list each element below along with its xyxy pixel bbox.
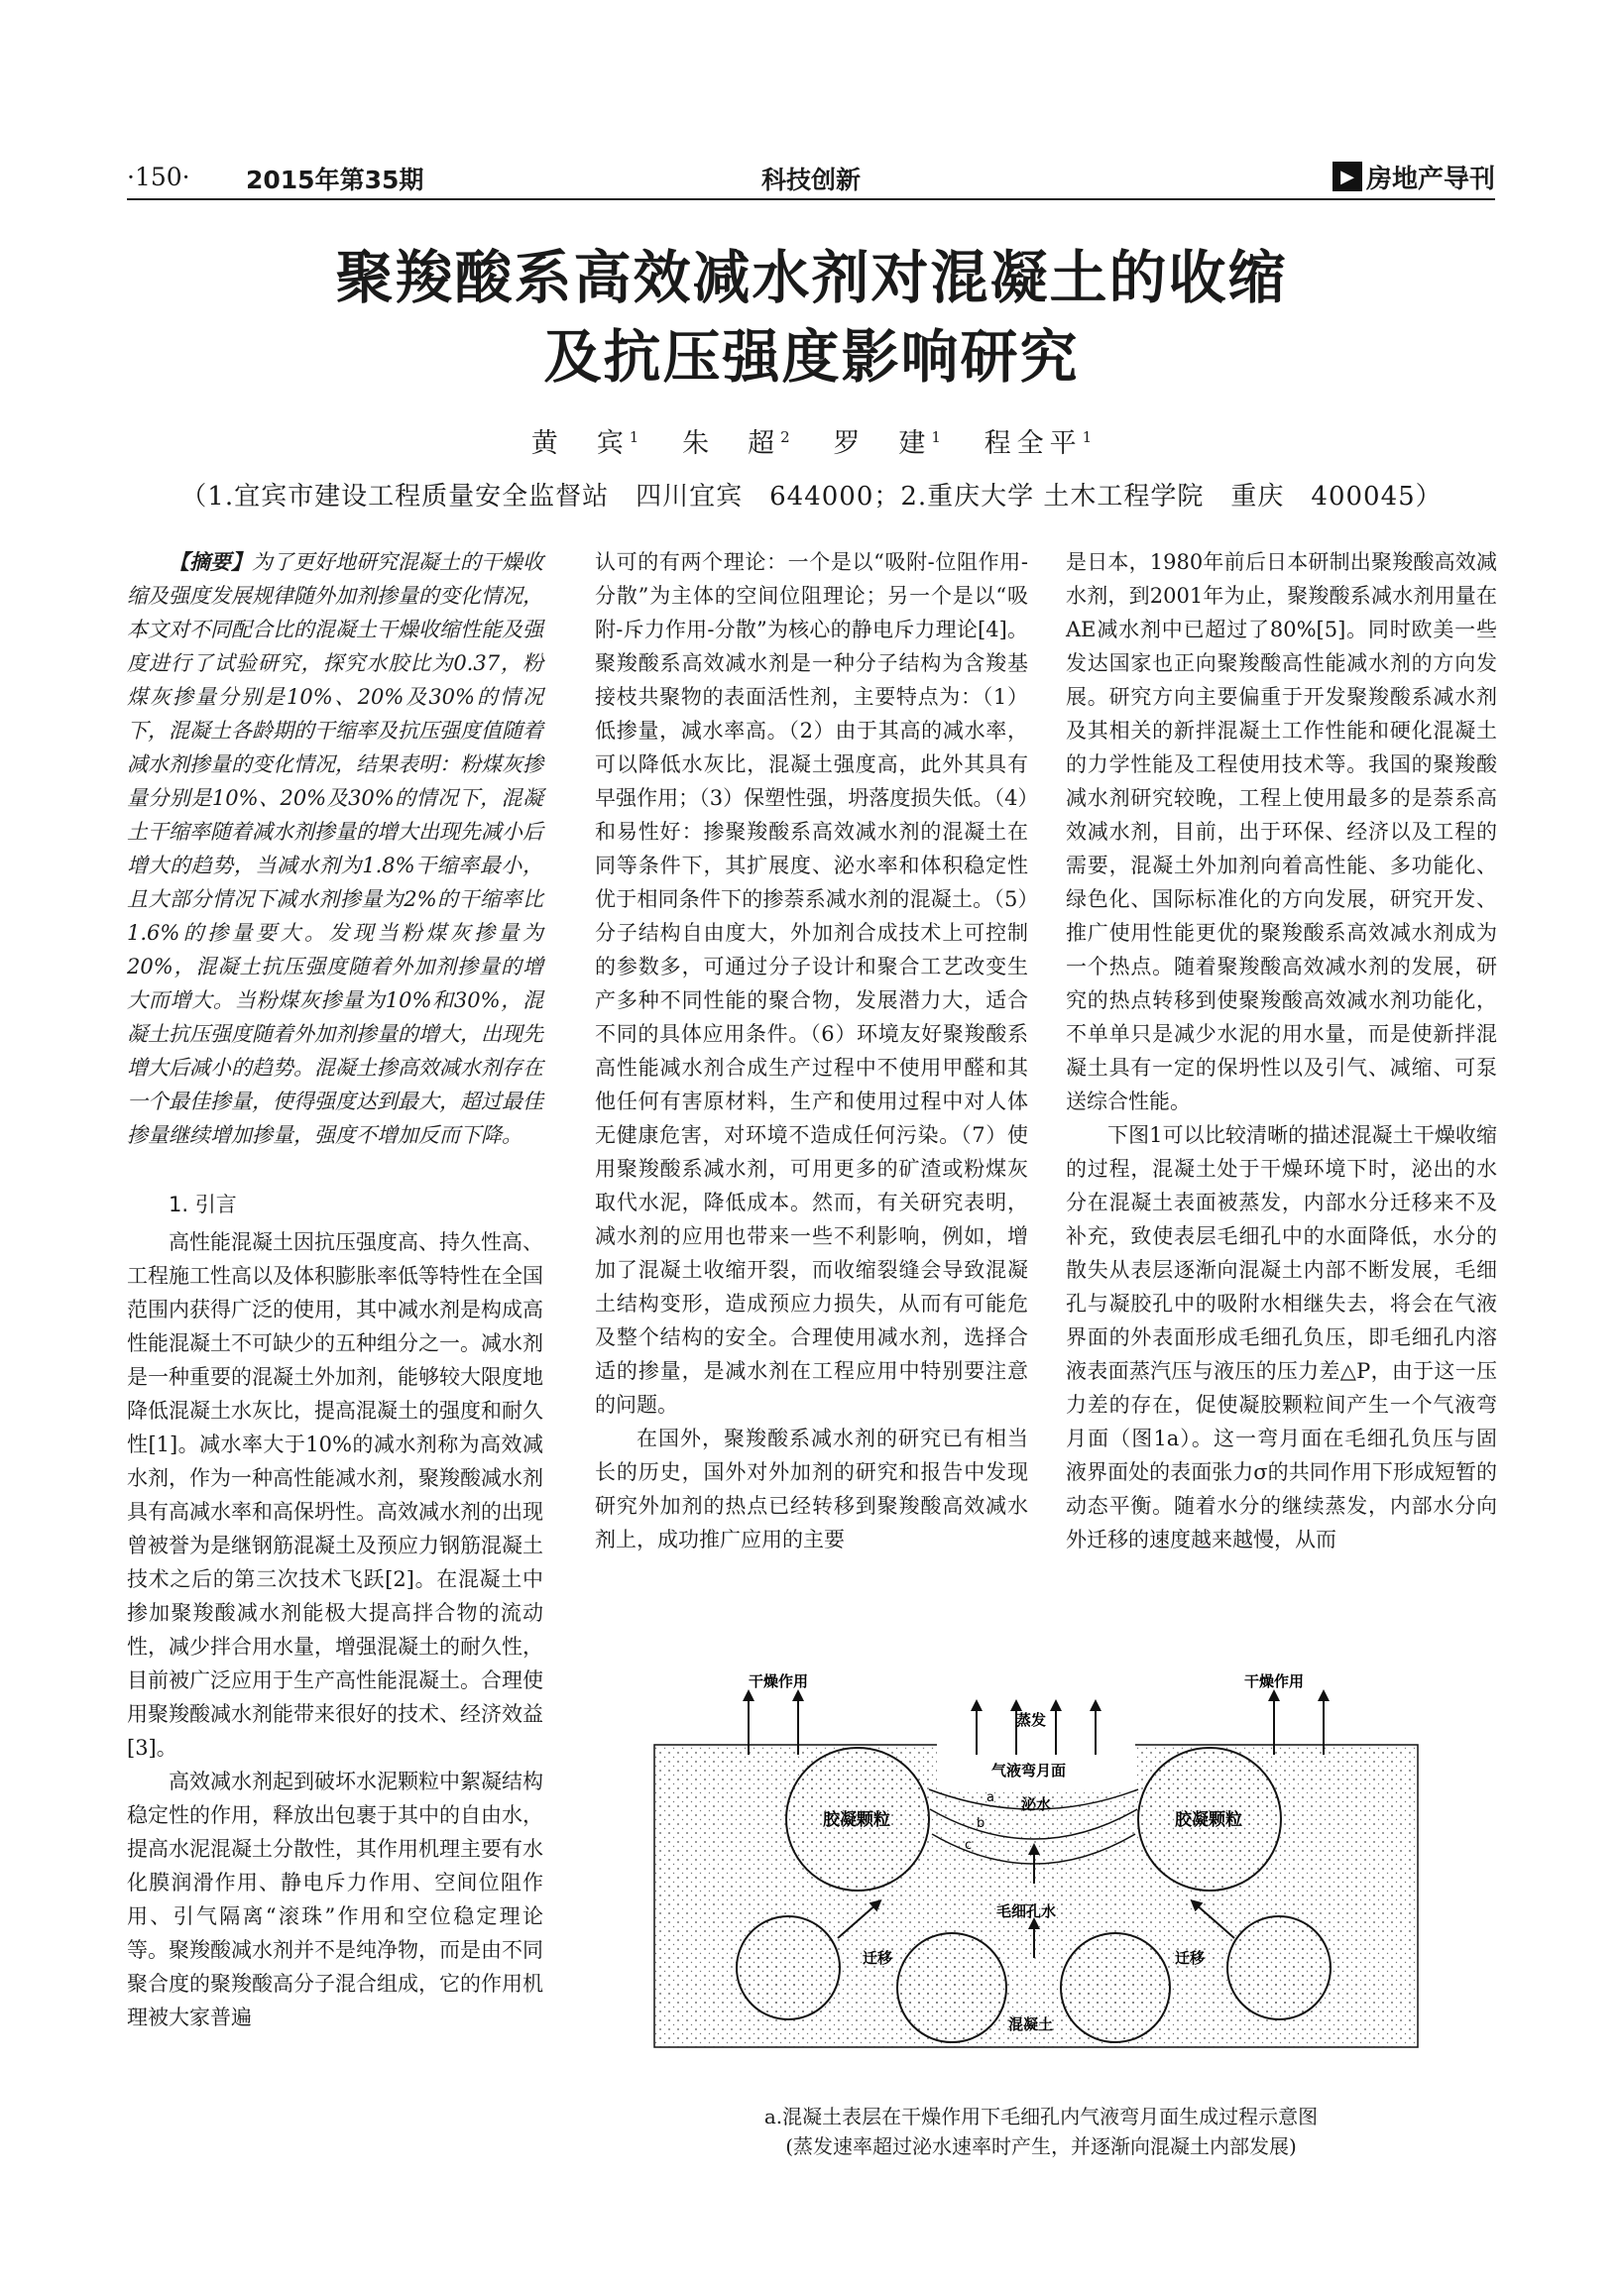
paragraph: 高性能混凝土因抗压强度高、持久性高、工程施工性高以及体积膨胀率低等特性在全国范围内获得广泛的使用，其中减水剂是构成高性能混凝土不可缺少的五种组分之一。减水剂是一种重要的混凝土外加剂，能够较大限度地降低混凝土水灰比，提高混凝土的强度和耐久性[1]。减水率大于10%的减水剂称为高效减水剂，作为一种高性能减水剂，聚羧酸减水剂具有高减水率和高保坍性。高效减水剂的出现曾被誉为是继钢筋混凝土及预应力钢筋混凝土技术之后的第三次技术飞跃[2]。在混凝土中掺加聚羧酸减水剂能极大提高拌合物的流动性，减少拌合用水量，增强混凝土的耐久性，目前被广泛应用于生产高性能混凝土。合理使用聚羧酸减水剂能带来很好的技术、经济效益[3]。 — [127, 1230, 543, 1760]
label-gel-right: 胶凝颗粒 — [1175, 1810, 1242, 1830]
author-name: 程全平 — [984, 428, 1083, 459]
section-heading: 1. 引言 — [169, 1193, 237, 1216]
author-name: 罗 建 — [833, 428, 932, 459]
small-particle — [897, 1933, 1006, 2042]
abstract — [127, 545, 543, 1152]
paragraph: 在国外，聚羧酸系减水剂的研究已有相当长的历史，国外对外加剂的研究和报告中发现研究外加剂的热点已经转移到聚羧酸高效减水剂上，成功推广应用的主要 — [595, 1427, 1028, 1551]
small-particle — [1061, 1933, 1170, 2042]
small-particle — [737, 1916, 840, 2019]
paragraph: 高效减水剂起到破坏水泥颗粒中絮凝结构稳定性的作用，释放出包裹于其中的自由水，提高水泥混凝土分散性，其作用机理主要有水化膜润滑作用、静电斥力作用、空间位阻作用、引气隔离“滚珠”作用和空位稳定理论等。聚羧酸减水剂并不是纯净物，而是由不同聚合度的聚羧酸高分子混合组成，它的作用机理被大家普遍 — [127, 1770, 543, 2029]
label-migrate-left: 迁移 — [863, 1949, 893, 1967]
journal-name: 房地产导刊 — [1365, 164, 1495, 194]
paper-title-line1: 聚羧酸系高效减水剂对混凝土的收缩 — [335, 244, 1288, 311]
author-affil-mark: 1 — [1082, 428, 1093, 446]
paragraph: 认可的有两个理论：一个是以“吸附-位阻作用-分散”为主体的空间位阻理论；另一个是以“吸附-斥力作用-分散”为核心的静电斥力理论[4]。聚羧酸系高效减水剂是一种分子结构为含羧基接枝共聚物的表面活性剂，主要特点为：（1）低掺量，减水率高。（2）由于其高的减水率，可以降低水灰比，混凝土强度高，此外其具有早强作用；（3）保塑性强，坍落度损失低。（4）和易性好：掺聚羧酸系高效减水剂的混凝土在同等条件下，其扩展度、泌水率和体积稳定性优于相同条件下的掺萘系减水剂的混凝土。（5）分子结构自由度大，外加剂合成技术上可控制的参数多，可通过分子设计和聚合工艺改变生产多种不同性能的聚合物，发展潜力大，适合不同的具体应用条件。（6）环境友好聚羧酸系高性能减水剂合成生产过程中不使用甲醛和其他任何有害原材料，生产和使用过程中对人体无健康危害，对环境不造成任何污染。（7）使用聚羧酸系减水剂，可用更多的矿渣或粉煤灰取代水泥，降低成本。然而，有关研究表明，减水剂的应用也带来一些不利影响，例如，增加了混凝土收缩开裂，而收缩裂缝会导致混凝土结构变形，造成预应力损失，从而有可能危及整个结构的安全。合理使用减水剂，选择合适的掺量，是减水剂在工程应用中特别要注意的问题。 — [595, 550, 1028, 1417]
abstract-text: 为了更好地研究混凝土的干燥收缩及强度发展规律随外加剂掺量的变化情况，本文对不同配合比的混凝土干燥收缩性能及强度进行了试验研究，探究水胶比为0.37，粉煤灰掺量分别是10%、20%及30%的情况下，混凝土各龄期的干缩率及抗压强度值随着减水剂掺量的变化情况，结果表明：粉煤灰掺量分别是10%、20%及30%的情况下，混凝土干缩率随着减水剂掺量的增大出现先减小后增大的趋势，当减水剂为1.8%干缩率最小，且大部分情况下减水剂掺量为2%的干缩率比1.6%的掺量要大。发现当粉煤灰掺量为20%，混凝土抗压强度随着外加剂掺量的增大而增大。当粉煤灰掺量为10%和30%，混凝土抗压强度随着外加剂掺量的增大，出现先增大后减小的趋势。混凝土掺高效减水剂存在一个最佳掺量，使得强度达到最大，超过最佳掺量继续增加掺量，强度不增加反而下降。 — [127, 550, 543, 1147]
author-affil-mark: 2 — [780, 428, 790, 446]
label-bleed: 泌水 — [1021, 1795, 1052, 1813]
column-3 — [1066, 545, 1497, 1556]
column-1 — [127, 545, 543, 2034]
label-dry-right: 干燥作用 — [1244, 1672, 1305, 1690]
label-migrate-right: 迁移 — [1175, 1949, 1206, 1967]
caption-line1: a.混凝土表层在干燥作用下毛细孔内气液弯月面生成过程示意图 — [763, 2105, 1319, 2128]
label-dry-left: 干燥作用 — [749, 1672, 809, 1690]
paper-title-line2: 及抗压强度影响研究 — [543, 323, 1080, 391]
page-header — [127, 159, 1495, 198]
label-meniscus: 气液弯月面 — [991, 1762, 1067, 1779]
journal-logo — [1333, 159, 1495, 194]
label-a: a — [986, 1790, 994, 1805]
author-name: 黄 宾 — [530, 428, 630, 459]
header-rule — [127, 198, 1495, 200]
evaporation-gap — [937, 1730, 1135, 1789]
label-c: c — [965, 1838, 973, 1853]
journal-logo-icon: ▶ — [1333, 162, 1362, 191]
page-number: ·150· — [127, 163, 190, 191]
small-particle — [1227, 1916, 1331, 2019]
affiliation: （1.宜宾市建设工程质量安全监督站 四川宜宾 644000；2.重庆大学 土木工程学院 重庆 400045） — [180, 482, 1443, 512]
author-list — [0, 421, 1623, 460]
column-2 — [595, 545, 1028, 1556]
caption-line2: (蒸发速率超过泌水速率时产生，并逐渐向混凝土内部发展) — [785, 2134, 1297, 2158]
label-b: b — [977, 1816, 985, 1831]
author-affil-mark: 1 — [629, 428, 639, 446]
figure-caption — [595, 2102, 1487, 2161]
label-concrete: 混凝土 — [1008, 2015, 1054, 2033]
author-affil-mark: 1 — [931, 428, 941, 446]
paragraph: 下图1可以比较清晰的描述混凝土干燥收缩的过程，混凝土处于干燥环境下时，泌出的水分在混凝土表面被蒸发，内部水分迁移来不及补充，致使表层毛细孔中的水面降低，水分的散失从表层逐渐向混凝土内部不断发展，毛细孔与凝胶孔中的吸附水相继失去，将会在气液界面的外表面形成毛细孔负压，即毛细孔内溶液表面蒸汽压与液压的压力差△P，由于这一压力差的存在，促使凝胶颗粒间产生一个气液弯月面（图1a）。这一弯月面在毛细孔负压与固液界面处的表面张力σ的共同作用下形成短暂的动态平衡。随着水分的继续蒸发，内部水分向外迁移的速度越来越慢，从而 — [1066, 1123, 1497, 1551]
issue-label: 2015年第35期 — [246, 166, 424, 194]
figure-1a-diagram — [649, 1670, 1423, 2126]
label-gel-left: 胶凝颗粒 — [823, 1810, 890, 1830]
section-label: 科技创新 — [761, 166, 862, 194]
label-capillary: 毛细孔水 — [996, 1902, 1057, 1920]
author-name: 朱 超 — [682, 428, 781, 459]
abstract-label: 【摘要】 — [169, 549, 252, 574]
label-evap: 蒸发 — [1016, 1711, 1047, 1729]
paragraph: 是日本，1980年前后日本研制出聚羧酸高效减水剂，到2001年为止，聚羧酸系减水剂用量在AE减水剂中已超过了80%[5]。同时欧美一些发达国家也正向聚羧酸高性能减水剂的方向发展。研究方向主要偏重于开发聚羧酸系减水剂及其相关的新拌混凝土工作性能和硬化混凝土的力学性能及工程使用技术等。我国的聚羧酸减水剂研究较晚，工程上使用最多的是萘系高效减水剂，目前，出于环保、经济以及工程的需要，混凝土外加剂向着高性能、多功能化、绿色化、国际标准化的方向发展，研究开发、推广使用性能更优的聚羧酸系高效减水剂成为一个热点。随着聚羧酸高效减水剂的发展，研究的热点转移到使聚羧酸高效减水剂功能化，不单单只是减少水泥的用水量，而是使新拌混凝土具有一定的保坍性以及引气、减缩、可泵送综合性能。 — [1066, 550, 1497, 1113]
